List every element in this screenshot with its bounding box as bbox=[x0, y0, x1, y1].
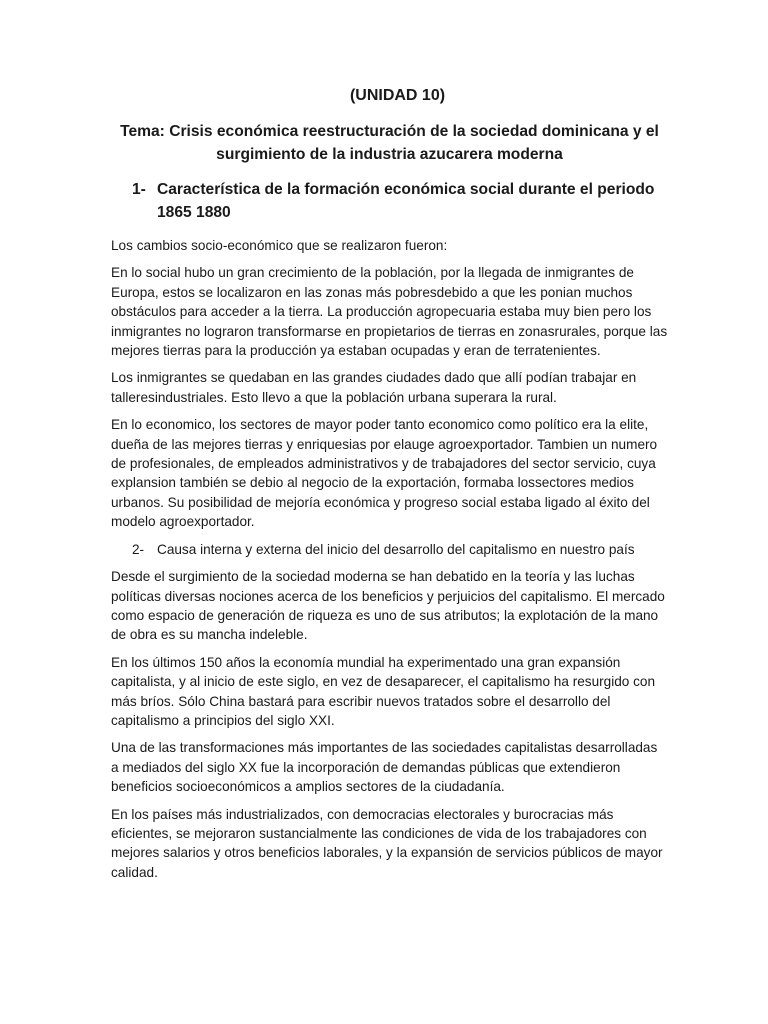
section-1-heading bbox=[111, 178, 668, 224]
paragraph: En los últimos 150 años la economía mundial ha experimentado una gran expansión capitalista, y al inicio de este siglo, en vez de desaparecer, el capitalismo ha resurgido con más bríos. Sólo China bastará para escribir nuevos tratados sobre el desarrollo del capitalismo a principios del siglo XXI. bbox=[111, 654, 656, 728]
section-1-number: 1- bbox=[132, 181, 146, 198]
section-2-number: 2- bbox=[132, 541, 145, 557]
topic-heading: Tema: Crisis económica reestructuración de la sociedad dominicana y el surgimiento de la industria azucarera moderna bbox=[120, 123, 659, 163]
section-2-title: Causa interna y externa del inicio del desarrollo del capitalismo en nuestro país bbox=[157, 541, 635, 557]
section-1-title: Característica de la formación económica social durante el periodo 1865 1880 bbox=[157, 181, 655, 221]
unit-title: (UNIDAD 10) bbox=[349, 87, 446, 104]
paragraph: Los cambios socio-económico que se realizaron fueron: bbox=[111, 238, 448, 253]
paragraph: En los países más industrializados, con democracias electorales y burocracias más eficientes, se mejoraron sustancialmente las condiciones de vida de los trabajadores con mejores salarios y otros beneficios laborales, y la expansión de servicios públicos de mayor calidad. bbox=[111, 806, 663, 880]
section-2-heading bbox=[111, 540, 668, 559]
paragraph: Desde el surgimiento de la sociedad moderna se han debatido en la teoría y las luchas políticas diversas nociones acerca de los beneficios y perjuicios del capitalismo. El mercado como espacio de generación de riqueza es uno de sus atributos; la explotación de la mano de obra es su mancha indeleble. bbox=[111, 569, 665, 643]
paragraph: En lo social hubo un gran crecimiento de la población, por la llegada de inmigrantes de Europa, estos se localizaron en las zonas más pobresdebido a que les ponian muchos obstáculos para acceder a la tierra. La producción agropecuaria estaba muy bien pero los inmigrantes no lograron transformarse en propietarios de tierras en zonasrurales, porque las mejores tierras para la producción ya estaban ocupadas y eran de terratenientes. bbox=[111, 265, 668, 359]
paragraph: Una de las transformaciones más importantes de las sociedades capitalistas desarrolladas a mediados del siglo XX fue la incorporación de demandas públicas que extendieron beneficios socioeconómicos a amplios sectores de la ciudadanía. bbox=[111, 740, 658, 795]
paragraph: Los inmigrantes se quedaban en las grandes ciudades dado que allí podían trabajar en talleresindustriales. Esto llevo a que la población urbana superara la rural. bbox=[111, 370, 637, 405]
paragraph: En lo economico, los sectores de mayor poder tanto economico como político era la elite, dueña de las mejores tierras y enriquesias por elauge agroexportador. Tambien un numero de profesionales, de empleados administrativos y de trabajadores del sector servicio, cuya explansion también se debio al negocio de la exportación, formaba lossectores medios urbanos. Su posibilidad de mejoría económica y progreso social estaba ligado al éxito del modelo agroexportador. bbox=[111, 417, 658, 530]
